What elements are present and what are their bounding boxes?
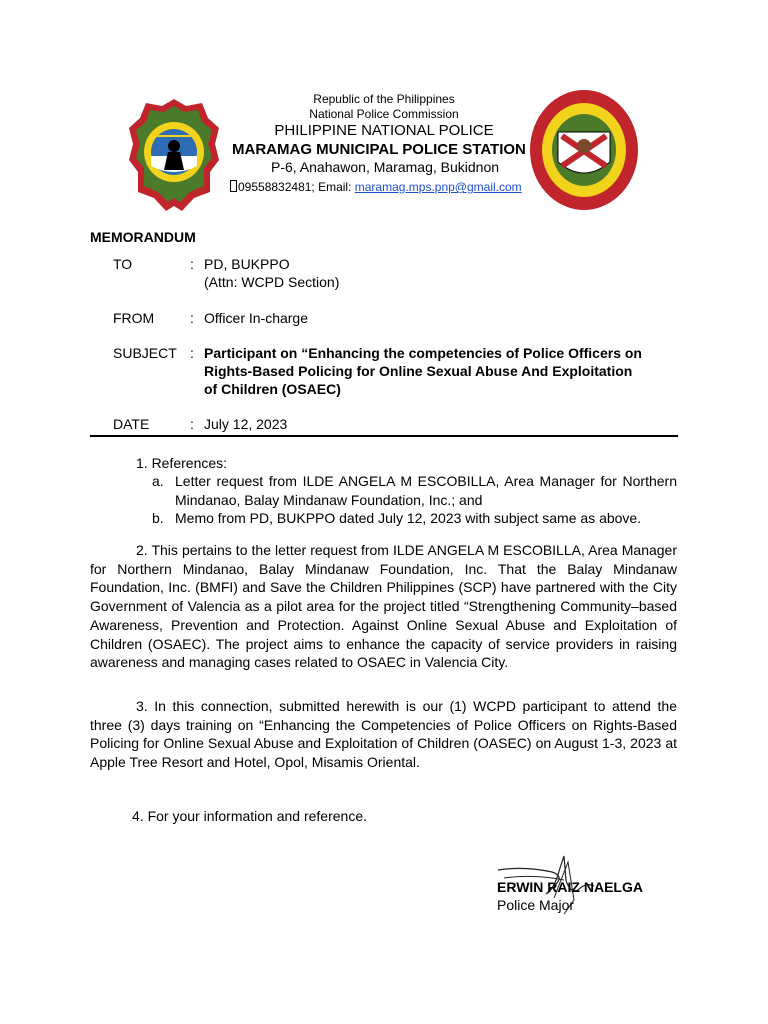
phone-icon — [230, 180, 237, 192]
paragraph-3: 3. In this connection, submitted herewith is our (1) WCPD participant to attend the three (3) days training on “Enhancing the Competencies of Police Officers on Rights-Based Policing for Online Sexual Abuse and Exploitation of Children (OASEC) on August 1-3, 2023 at Apple Tree Resort and Hotel, Opol, Misamis Oriental. — [90, 698, 677, 771]
subject-value: Participant on “Enhancing the competencies of Police Officers on Rights-Based Policing for Online Sexual Abuse And Exploitation of Children (OSAEC) — [204, 345, 642, 397]
address-wrap — [240, 159, 530, 175]
date-label: DATE — [113, 416, 150, 432]
contact-line — [230, 178, 550, 196]
paragraph-2: 2. This pertains to the letter request from ILDE ANGELA M ESCOBILLA, Area Manager for Northern Mindanao, Balay Mindanaw Foundation, Inc. That the Balay Mindanaw Foundation, Inc. (BMFI) and Save the Children Philippines (SCP) have partnered with the City Government of Valencia as a pilot area for the project titled “Strengthening Community–based Awareness, Prevention and Protection. Against Online Sexual Abuse and Exploitation of Children (OSAEC). The project aims to enhance the capacity of service providers in raising awareness and managing cases related to OSAEC in Valencia City. — [90, 542, 677, 671]
to-colon: : — [190, 256, 194, 272]
memo-title: MEMORANDUM — [90, 229, 196, 245]
reference-a-marker: a. — [152, 473, 164, 489]
reference-a: Letter request from ILDE ANGELA M ESCOBILLA, Area Manager for Northern Mindanao, Balay Mindanaw Foundation, Inc.; and — [175, 473, 677, 508]
email-link[interactable]: maramag.mps.pnp@gmail.com — [354, 180, 522, 194]
subject-label: SUBJECT — [113, 345, 177, 361]
station-name: MARAMAG MUNICIPAL POLICE STATION — [232, 141, 526, 158]
from-value: Officer In-charge — [204, 310, 309, 326]
date-value: July 12, 2023 — [204, 416, 288, 432]
header-divider — [90, 435, 678, 437]
to-label: TO — [113, 256, 133, 272]
commission-line: National Police Commission — [309, 107, 459, 121]
station-name-wrap — [232, 141, 552, 158]
to-attn: (Attn: WCPD Section) — [204, 274, 340, 290]
letterhead — [200, 92, 568, 139]
paragraph-4: 4. For your information and reference. — [132, 808, 368, 824]
contact-text: 09558832481; Email: — [238, 180, 355, 194]
station-address: P-6, Anahawon, Maramag, Bukidnon — [270, 159, 500, 175]
signatory-name: ERWIN RAIZ NAELGA — [497, 879, 643, 895]
from-label: FROM — [113, 310, 155, 326]
date-colon: : — [190, 416, 194, 432]
from-colon: : — [190, 310, 194, 326]
to-value: PD, BUKPPO — [204, 256, 290, 272]
references-heading: 1. References: — [136, 455, 228, 471]
agency-line: PHILIPPINE NATIONAL POLICE — [274, 122, 494, 139]
reference-b: Memo from PD, BUKPPO dated July 12, 2023 with subject same as above. — [175, 510, 642, 526]
subject-colon: : — [190, 345, 194, 361]
reference-b-marker: b. — [152, 510, 164, 526]
signatory-rank: Police Major — [497, 897, 575, 913]
republic-line: Republic of the Philippines — [313, 92, 455, 106]
